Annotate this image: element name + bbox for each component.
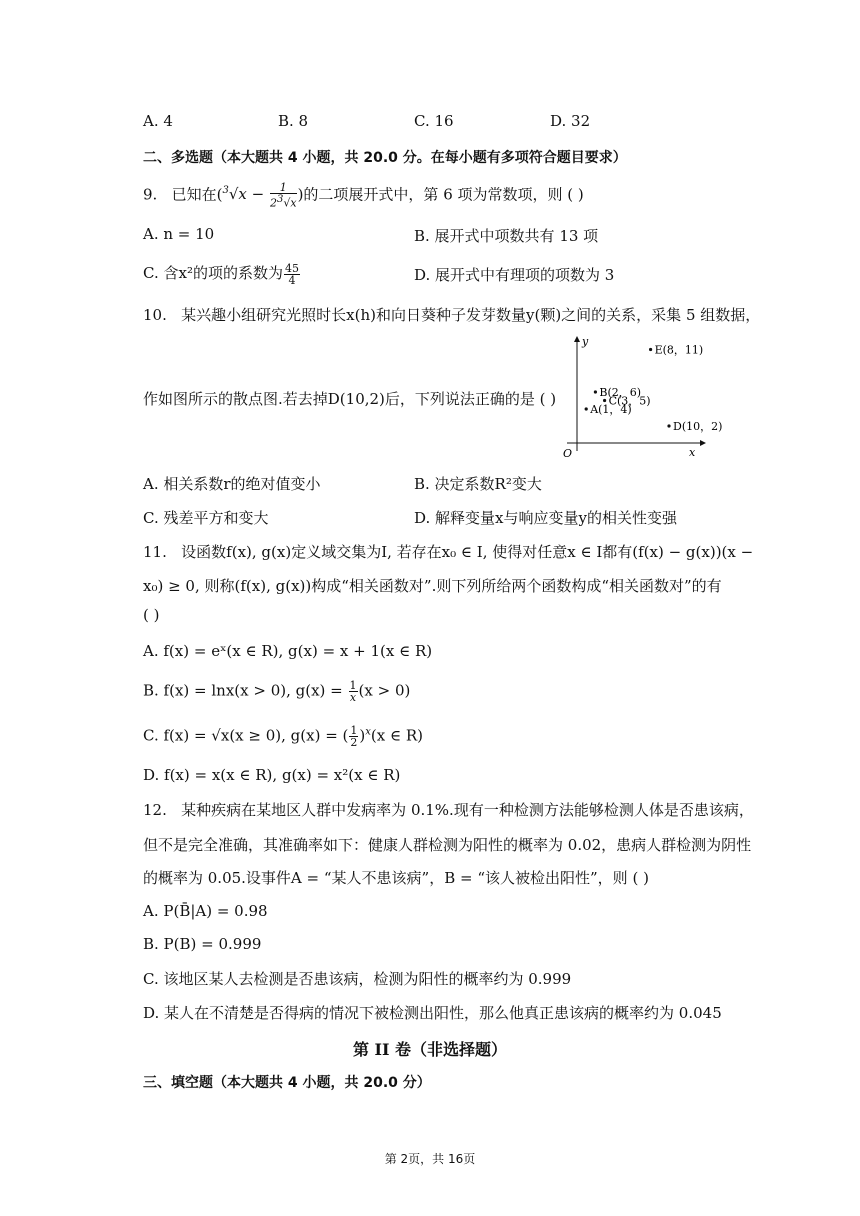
q9-number: 9.: [143, 185, 158, 204]
q12-line1-text: 某种疾病在某地区人群中发病率为 0.1%.现有一种检测方法能够检测人体是否患该病，: [181, 801, 754, 819]
q11-number: 11.: [143, 543, 167, 561]
q10-number: 10.: [143, 306, 167, 324]
q11-line1-text: 设函数f(x), g(x)定义域交集为I, 若存在x₀ ∈ I, 使得对任意x ∈ I都有(f(x) − g(x))(x −: [181, 543, 754, 561]
q9-frac-num: 45: [284, 261, 299, 275]
q12-option-a: A. P(B̄|A) = 0.98: [143, 902, 268, 920]
x-axis-label: x: [689, 446, 696, 459]
q12-number: 12.: [143, 801, 167, 819]
section3-heading: 三、填空题（本大题共 4 小题，共 20.0 分）: [143, 1075, 431, 1091]
part2-title: 第 II 卷（非选择题）: [352, 1040, 508, 1059]
q10-line1: [143, 304, 760, 325]
q9-expression: $^3$√x − $\frac{1}{23√x}$: [222, 181, 297, 210]
q12-line3: 的概率为 0.05.设事件A = “某人不患该病”，B = “该人被检出阳性”，则 ( ): [143, 869, 649, 887]
q11-line1: [143, 541, 753, 562]
q9-option-a: A. n = 10: [143, 225, 215, 243]
q12-line1: [143, 799, 754, 820]
q12-option-b: B. P(B) = 0.999: [143, 935, 262, 953]
q11-option-c-prefix: C. f(x) = √x(x ≥ 0), g(x) =: [143, 726, 338, 745]
scatter-point-label-0: A(1，4): [590, 403, 632, 416]
q11-option-c-suffix: (x ∈ R): [370, 726, 423, 745]
scatter-plot: [555, 333, 723, 461]
q8-option-c: C. 16: [414, 112, 454, 130]
q9-option-b: B. 展开式中项数共有 13 项: [414, 227, 599, 245]
scatter-point-label-3: D(10，2): [673, 420, 723, 433]
y-axis-label: y: [582, 335, 589, 348]
q11-option-b: [143, 680, 410, 703]
origin-label: O: [563, 447, 573, 460]
scatter-point-1: [594, 390, 597, 393]
scatter-point-2: [603, 399, 606, 402]
q11-option-b-prefix: B. f(x) = lnx(x > 0), g(x) =: [143, 681, 343, 700]
q8-option-a: A. 4: [143, 112, 173, 130]
q10-line1-text: 某兴趣小组研究光照时长x(h)和向日葵种子发芽数量y(颗)之间的关系，采集 5 组数据，: [181, 306, 761, 324]
scatter-point-3: [667, 424, 670, 427]
scatter-point-label-1: B(2，6): [599, 386, 642, 399]
q12-line2: 但不是完全准确，其准确率如下：健康人群检测为阳性的概率为 0.02，患病人群检测为阴性: [143, 836, 752, 854]
q11-option-b-suffix: (x > 0): [358, 681, 411, 700]
q9-option-d: D. 展开式中有理项的项数为 3: [414, 266, 615, 284]
section2-heading: 二、多选题（本大题共 4 小题，共 20.0 分。在每小题有多项符合题目要求）: [143, 150, 627, 166]
q11-option-c: C. f(x) = √x(x ≥ 0), g(x) = ( $\frac{1}{2}$ )$^x$(x ∈ R): [143, 724, 423, 749]
q12-option-c: C. 该地区某人去检测是否患该病，检测为阳性的概率约为 0.999: [143, 970, 572, 988]
q9-option-c-text: C. 含x²的项的系数为: [143, 264, 283, 282]
q10-option-a: A. 相关系数r的绝对值变小: [143, 475, 321, 493]
q10-option-d: D. 解释变量x与响应变量y的相关性变强: [414, 509, 677, 527]
q9-frac-den: 4: [288, 273, 296, 287]
q9-option-c: [143, 262, 301, 286]
q8-option-b: B. 8: [278, 112, 309, 130]
q10-option-c: C. 残差平方和变大: [143, 509, 269, 527]
scatter-point-label-4: E(8，11): [654, 343, 704, 357]
q10-line2: 作如图所示的散点图.若去掉D(10,2)后，下列说法正确的是 ( ): [143, 390, 557, 408]
q8-option-d: D. 32: [550, 112, 591, 130]
q11-line2: x₀) ≥ 0, 则称(f(x), g(x))构成“相关函数对”.则下列所给两个函数构成“相关函数对”的有: [143, 577, 722, 595]
q11-c-fraction: $\frac{1}{2}$: [350, 724, 358, 749]
scatter-point-0: [585, 407, 588, 410]
q11-option-d: D. f(x) = x(x ∈ R), g(x) = x²(x ∈ R): [143, 766, 401, 784]
q9-stem: [143, 182, 584, 209]
q10-option-b: B. 决定系数R²变大: [414, 475, 542, 493]
scatter-point-label-2: C(3，5): [608, 394, 651, 408]
scatter-point-4: [649, 348, 652, 351]
q11-line3: ( ): [143, 606, 160, 624]
q9-stem-suffix: )的二项展开式中，第 6 项为常数项，则 ( ): [297, 185, 584, 204]
q12-option-d: D. 某人在不清楚是否得病的情况下被检测出阳性，那么他真正患该病的概率约为 0.045: [143, 1004, 722, 1022]
q11-option-a: A. f(x) = eˣ(x ∈ R), g(x) = x + 1(x ∈ R): [143, 642, 433, 660]
q11-b-fraction: $\frac{1}{x}$: [349, 679, 357, 704]
page-footer: 第 2页，共 16页: [384, 1152, 476, 1166]
q9-stem-prefix: 已知在(: [171, 185, 223, 204]
